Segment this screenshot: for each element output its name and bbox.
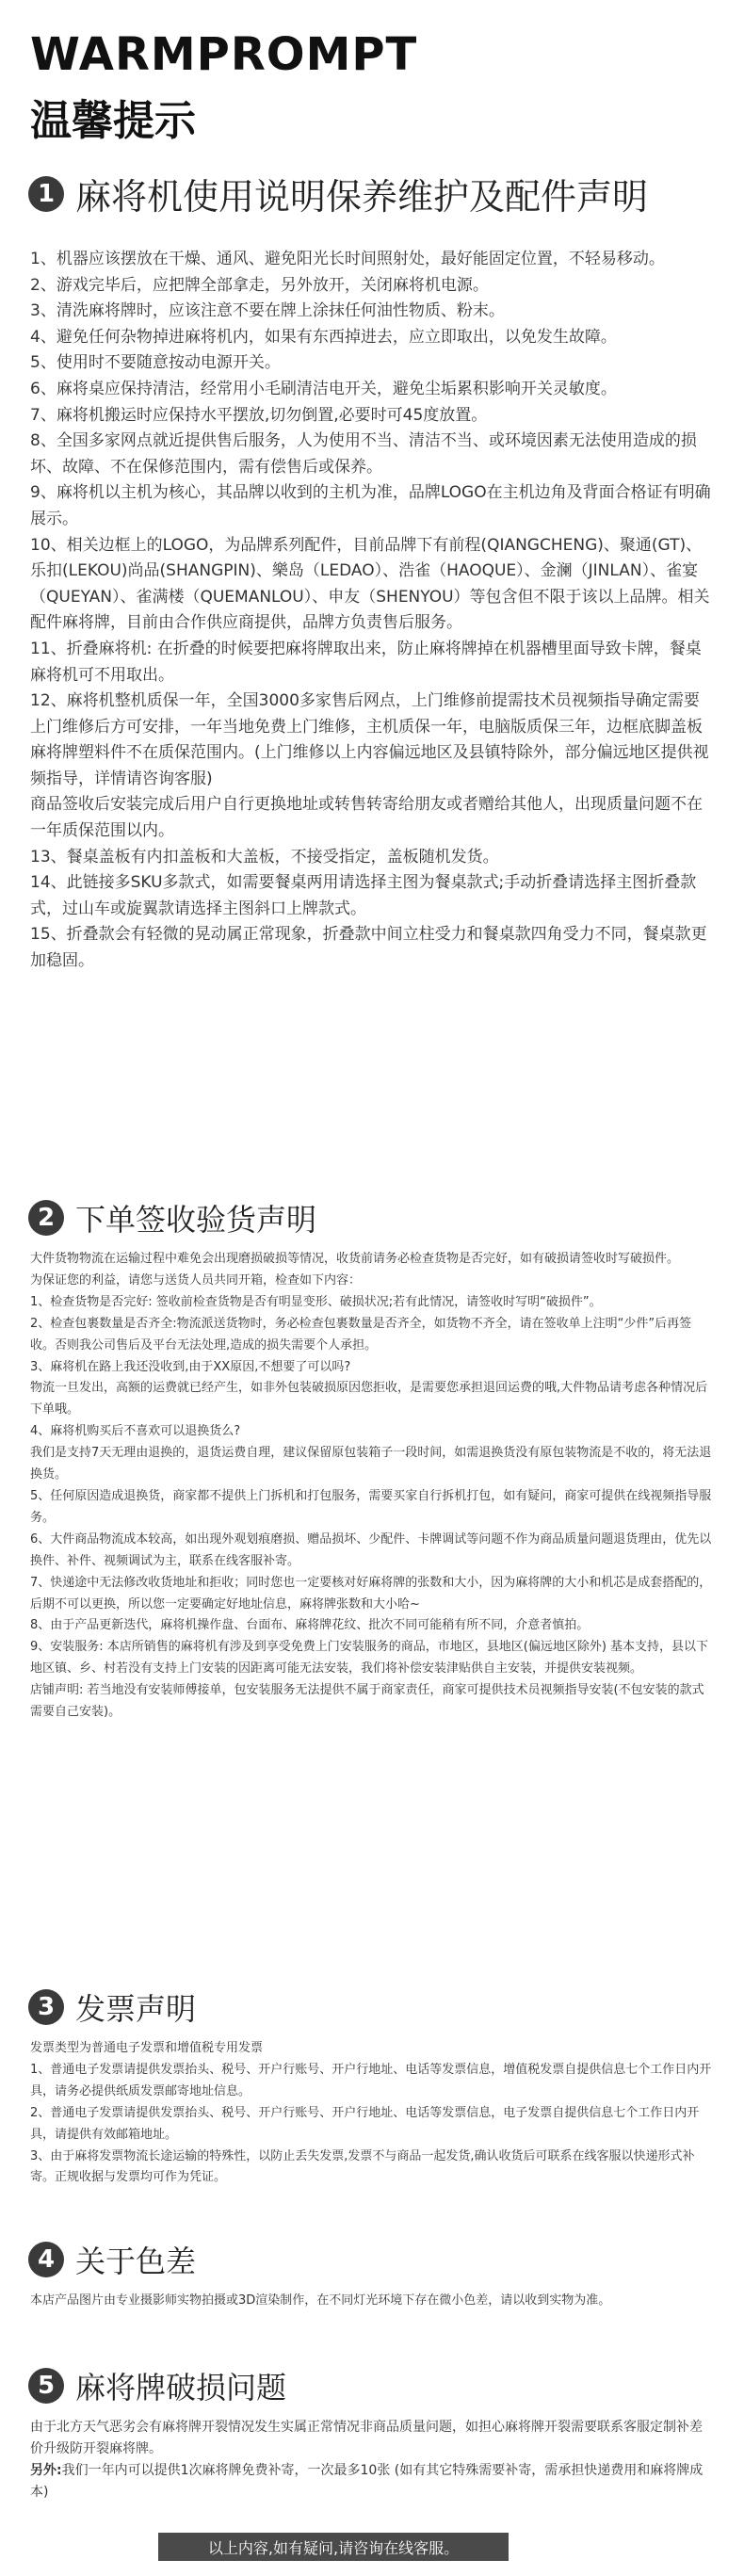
paragraph: 物流一旦发出，高额的运费就已经产生，如非外包装破损原因您拒收，是需要您承担退回运费的哦,大件物品请考虑各种情况后下单哦。 <box>30 1381 708 1418</box>
section-title: 麻将牌破损问题 <box>75 2370 287 2406</box>
section-3-header <box>28 1985 196 2029</box>
section-number-badge: 3 <box>28 1989 64 2025</box>
brand-title-en: WARMPROMPT <box>30 28 418 81</box>
paragraph: 10、相关边框上的LOGO，为品牌系列配件，目前品牌下有前程(QIANGCHENG)、聚通(GT)、乐扣(LEKOU)尚品(SHANGPIN)、樂岛（LEDAO）、浩雀（HAOQUE）、金澜（JINLAN）、雀宴（QUEYAN）、雀满楼（QUEMANLOU）、申友（SHENYOU）等包含但不限于该以上品牌。相关配件麻将牌，目前由合作供应商提供，品牌方负责售后服务。 <box>30 535 710 633</box>
paragraph: 7、快递途中无法修改收货地址和拒收；同时您也一定要核对好麻将牌的张数和大小，因为麻将牌的大小和机芯是成套搭配的，后期不可以更换，所以您一定要确定好地址信息，麻将牌张数和大小哈~ <box>30 1575 712 1612</box>
paragraph: 5、任何原因造成退换货，商家都不提供上门拆机和打包服务，需要买家自行拆机打包，如有疑问，商家可提供在线视频指导服务。 <box>30 1488 712 1525</box>
paragraph: 7、麻将机搬运时应保持水平摆放,切勿倒置,必要时可45度放置。 <box>30 405 488 425</box>
paragraph: 11、折叠麻将机: 在折叠的时候要把麻将牌取出来，防止麻将牌掉在机器槽里面导致卡牌，餐桌麻将机可不用取出。 <box>30 639 702 685</box>
section-4-body <box>30 2291 712 2312</box>
section-1-body <box>30 247 712 975</box>
paragraph: 3、麻将机在路上我还没收到,由于XX原因,不想要了可以吗? <box>30 1359 351 1374</box>
paragraph: 为保证您的利益，请您与送货人员共同开箱，检查如下内容： <box>30 1272 362 1288</box>
paragraph: 本店产品图片由专业摄影师实物拍摄或3D渲染制作，在不同灯光环境下存在微小色差，请以收到实物为准。 <box>30 2293 611 2308</box>
paragraph: 大件货物物流在运输过程中难免会出现磨损破损等情况，收货前请务必检查货物是否完好，如有破损请签收时写破损件。 <box>30 1252 680 1266</box>
section-title: 下单签收验货声明 <box>75 1202 317 1238</box>
section-2-body <box>30 1249 712 1724</box>
paragraph: 6、麻将桌应保持清洁，经常用小毛刷清洁电开关，避免尘垢累积影响开关灵敏度。 <box>30 379 617 398</box>
footer-banner: 以上内容,如有疑问,请咨询在线客服。 <box>158 2533 509 2561</box>
extra-note-label: 另外: <box>30 2463 62 2478</box>
paragraph: 3、由于麻将发票物流长途运输的特殊性，以防止丢失发票,发票不与商品一起发货,确认收货后可联系在线客服以快递形式补寄。正规收据与发票均可作为凭证。 <box>30 2148 695 2185</box>
paragraph: 14、此链接多SKU多款式，如需要餐桌两用请选择主图为餐桌款式;手动折叠请选择主图折叠款式，过山车或旋翼款请选择主图斜口上牌款式。 <box>30 873 697 918</box>
brand-title-cn: 温馨提示 <box>30 97 196 145</box>
paragraph: 5、使用时不要随意按动电源开关。 <box>30 353 281 373</box>
section-title: 麻将机使用说明保养维护及配件声明 <box>75 176 649 218</box>
paragraph: 2、普通电子发票请提供发票抬头、税号、开户行账号、开户行地址、电话等发票信息，电子发票自提供信息七个工作日内开具，请提供有效邮箱地址。 <box>30 2105 700 2142</box>
paragraph: 店铺声明: 若当地没有安装师傅接单，包安装服务无法提供不属于商家责任，商家可提供技术员视频指导安装(不包安装的款式需要自己安装)。 <box>30 1683 704 1720</box>
paragraph: 8、全国多家网点就近提供售后服务，人为使用不当、清洁不当、或环境因素无法使用造成的损坏、故障、不在保修范围内，需有偿售后或保养。 <box>30 431 697 477</box>
paragraph: 8、由于产品更新迭代，麻将机操作盘、台面布、麻将牌花纹、批次不同可能稍有所不同，介意者慎拍。 <box>30 1618 590 1633</box>
paragraph: 发票类型为普通电子发票和增值税专用发票 <box>30 2041 264 2055</box>
paragraph: 6、大件商品物流成本较高，如出现外观划痕磨损、赠品损坏、少配件、卡牌调试等问题不作为商品质量问题退货理由，优先以换件、补件、视频调试为主，联系在线客服补寄。 <box>30 1531 712 1568</box>
paragraph: 13、餐桌盖板有内扣盖板和大盖板，不接受指定，盖板随机发货。 <box>30 847 499 867</box>
section-3-body <box>30 2038 712 2189</box>
paragraph: 1、普通电子发票请提供发票抬头、税号、开户行账号、开户行地址、电话等发票信息，增值税发票自提供信息七个工作日内开具，请务必提供纸质发票邮寄地址信息。 <box>30 2062 712 2098</box>
section-title: 关于色差 <box>75 2244 197 2279</box>
extra-note <box>30 2460 712 2503</box>
section-5-header <box>28 2364 286 2407</box>
paragraph: 9、麻将机以主机为核心，其品牌以收到的主机为准，品牌LOGO在主机边角及背面合格证有明确展示。 <box>30 483 711 528</box>
paragraph: 4、麻将机购买后不喜欢可以退换货么? <box>30 1424 241 1439</box>
paragraph: 2、游戏完毕后，应把牌全部拿走，另外放开，关闭麻将机电源。 <box>30 275 489 295</box>
extra-note-text: 我们一年内可以提供1次麻将牌免费补寄，一次最多10张 (如有其它特殊需要补寄，需承担快递费用和麻将牌成本) <box>30 2463 704 2500</box>
section-2-header <box>28 1196 316 1239</box>
paragraph: 由于北方天气恶劣会有麻将牌开裂情况发生实属正常情况非商品质量问题，如担心麻将牌开裂需要联系客服定制补差价升级防开裂麻将牌。 <box>30 2420 703 2456</box>
section-4-header <box>28 2238 196 2281</box>
section-number-badge: 2 <box>28 1200 64 1236</box>
section-number-badge: 4 <box>28 2242 64 2277</box>
paragraph: 12、麻将机整机质保一年，全国3000多家售后网点，上门维修前提需技术员视频指导确定需要上门维修后方可安排，一年当地免费上门维修，主机质保一年，电脑版质保三年，边框底脚盖板麻将牌塑料件不在质保范围内。(上门维修以上内容偏远地区及县镇特除外，部分偏远地区提供视频指导，详情请咨询客服) <box>30 691 709 788</box>
section-number-badge: 1 <box>28 176 64 212</box>
section-title: 发票声明 <box>75 1991 197 2027</box>
section-5-body <box>30 2417 712 2503</box>
paragraph: 2、检查包裹数量是否齐全:物流派送货物时，务必检查包裹数量是否齐全，如货物不齐全，请在签收单上注明“少件”后再签收。否则我公司售后及平台无法处理,造成的损失需要个人承担。 <box>30 1316 692 1353</box>
section-1-header <box>28 168 648 219</box>
section-number-badge: 5 <box>28 2368 64 2404</box>
paragraph: 1、机器应该摆放在干燥、通风、避免阳光长时间照射处，最好能固定位置，不轻易移动。 <box>30 250 665 268</box>
paragraph: 4、避免任何杂物掉进麻将机内，如果有东西掉进去，应立即取出，以免发生故障。 <box>30 327 617 347</box>
paragraph: 商品签收后安装完成后用户自行更换地址或转售转寄给朋友或者赠给其他人，出现质量问题不在一年质保范围以内。 <box>30 795 703 841</box>
paragraph: 我们是支持7天无理由退换的，退货运费自理，建议保留原包装箱子一段时间，如需退换货没有原包装物流是不收的，将无法退换货。 <box>30 1446 712 1482</box>
paragraph: 1、检查货物是否完好: 签收前检查货物是否有明显变形、破损状况;若有此情况，请签收时写明“破损件”。 <box>30 1294 602 1309</box>
paragraph: 9、安装服务: 本店所销售的麻将机有涉及到享受免费上门安装服务的商品，市地区，县地区(偏远地区除外) 基本支持，县以下地区镇、乡、村若没有支持上门安装的因距离可能无法安装，我们将补偿安装津贴供自主安装，并提供安装视频。 <box>30 1640 709 1677</box>
paragraph: 15、折叠款会有轻微的晃动属正常现象，折叠款中间立柱受力和餐桌款四角受力不同，餐桌款更加稳固。 <box>30 925 707 971</box>
paragraph: 3、清洗麻将牌时，应该注意不要在牌上涂抹任何油性物质、粉末。 <box>30 301 505 321</box>
